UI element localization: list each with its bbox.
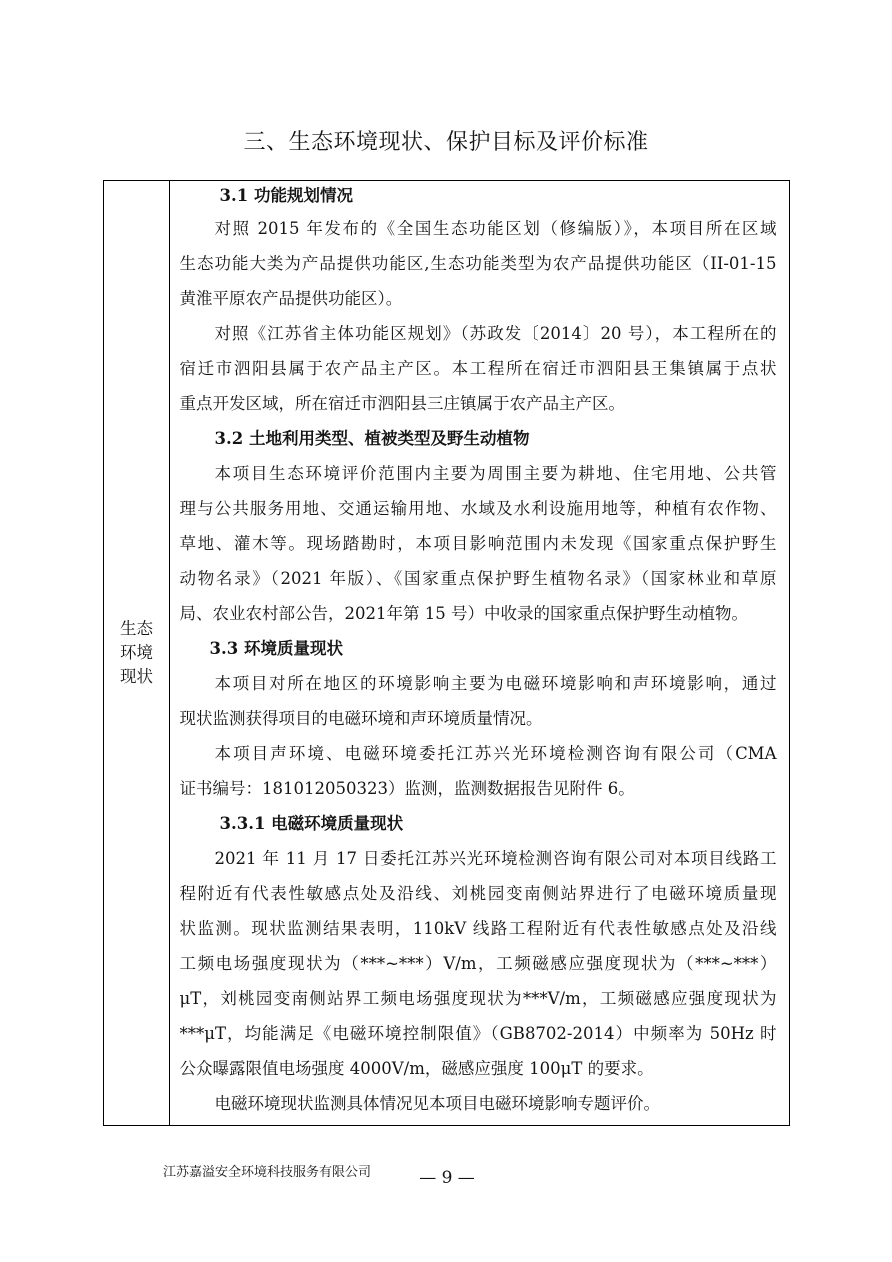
paragraph-line: 局、农业农村部公告，2021年第 15 号）中收录的国家重点保护野生动植物。 — [179, 604, 748, 623]
paragraph-line: 2021 年 11 月 17 日委托江苏兴光环境检测咨询有限公司对本项目线路工 — [214, 849, 777, 868]
paragraph-line: 本项目对所在地区的环境影响主要为电磁环境影响和声环境影响，通过 — [214, 674, 777, 693]
paragraph-line: 草地、灌木等。现场踏勘时，本项目影响范围内未发现《国家重点保护野生 — [179, 534, 777, 553]
paragraph-line: 现状监测获得项目的电磁环境和声环境质量情况。 — [179, 709, 543, 728]
row-label-line: 现状 — [120, 667, 153, 686]
row-label-cell — [104, 181, 170, 1125]
section-heading-3-2: 3.2 土地利用类型、植被类型及野生动植物 — [214, 429, 530, 448]
content-table — [103, 180, 790, 1126]
content-cell — [180, 181, 777, 1121]
section-heading-3-1: 3.1 功能规划情况 — [219, 186, 353, 205]
paragraph-line: 状监测。现状监测结果表明，110kV 线路工程附近有代表性敏感点处及沿线 — [179, 919, 777, 938]
paragraph-line: 理与公共服务用地、交通运输用地、水域及水利设施用地等，种植有农作物、 — [179, 499, 777, 518]
paragraph-line: 程附近有代表性敏感点处及沿线、刘桃园变南侧站界进行了电磁环境质量现 — [179, 884, 777, 903]
paragraph-line: μT，刘桃园变南侧站界工频电场强度现状为***V/m，工频磁感应强度现状为 — [179, 989, 777, 1008]
page-title: 三、生态环境现状、保护目标及评价标准 — [243, 130, 649, 155]
page-number: — 9 — — [419, 1168, 475, 1188]
paragraph-line: ***μT，均能满足《电磁环境控制限值》（GB8702-2014）中频率为 50Hz 时 — [179, 1024, 777, 1043]
paragraph-line: 工频电场强度现状为（***~***）V/m，工频磁感应强度现状为（***~***） — [179, 954, 777, 973]
section-heading-3-3-1: 3.3.1 电磁环境质量现状 — [219, 814, 404, 833]
paragraph-line: 公众曝露限值电场强度 4000V/m，磁感应强度 100μT 的要求。 — [179, 1059, 654, 1078]
row-label-line: 生态 — [120, 619, 153, 638]
paragraph-line: 黄淮平原农产品提供功能区）。 — [179, 289, 403, 308]
paragraph-line: 对照 2015 年发布的《全国生态功能区划（修编版）》，本项目所在区域 — [214, 219, 777, 238]
paragraph-line: 对照《江苏省主体功能区规划》（苏政发〔2014〕20 号），本工程所在的 — [214, 324, 777, 343]
paragraph-line: 宿迁市泗阳县属于农产品主产区。本工程所在宿迁市泗阳县王集镇属于点状 — [179, 359, 777, 378]
paragraph-line: 动物名录》（2021 年版）、《国家重点保护野生植物名录》（国家林业和草原 — [179, 569, 777, 588]
paragraph-line: 证书编号：181012050323）监测，监测数据报告见附件 6。 — [179, 779, 635, 798]
paragraph-line: 本项目生态环境评价范围内主要为周围主要为耕地、住宅用地、公共管 — [214, 464, 777, 483]
row-label-line: 环境 — [120, 643, 153, 662]
paragraph-line: 生态功能大类为产品提供功能区,生态功能类型为农产品提供功能区（II-01-15 — [179, 254, 777, 273]
section-heading-3-3: 3.3 环境质量现状 — [209, 639, 343, 658]
paragraph-line: 电磁环境现状监测具体情况见本项目电磁环境影响专题评价。 — [214, 1094, 660, 1113]
paragraph-line: 重点开发区域，所在宿迁市泗阳县三庄镇属于农产品主产区。 — [179, 394, 625, 413]
footer-company-name: 江苏嘉溢安全环境科技服务有限公司 — [163, 1165, 372, 1180]
paragraph-line: 本项目声环境、电磁环境委托江苏兴光环境检测咨询有限公司（CMA — [214, 744, 777, 763]
